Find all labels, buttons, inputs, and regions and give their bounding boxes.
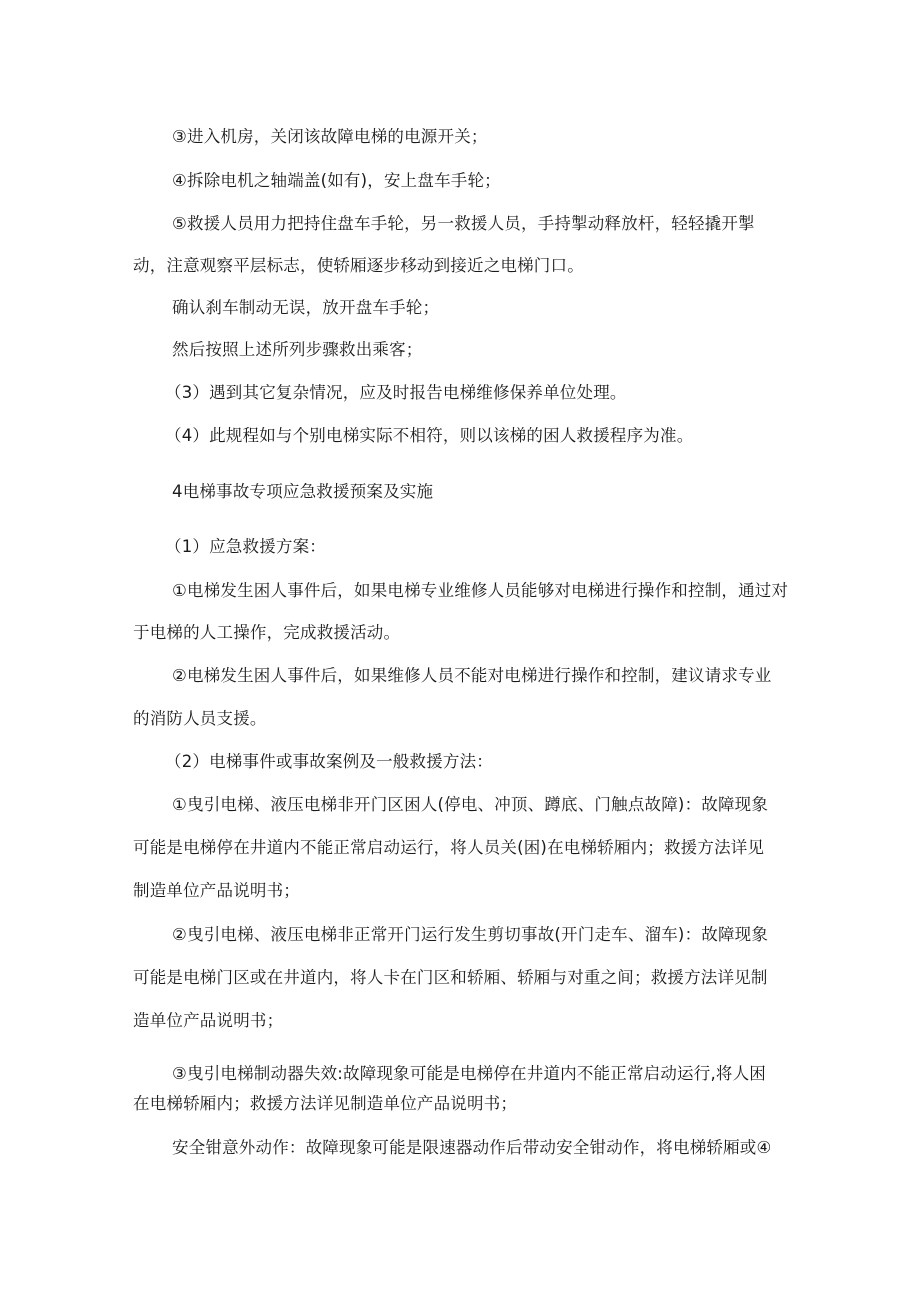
case-1-line: ①曳引电梯、液压电梯非开门区困人(停电、冲顶、蹲底、门触点故障)：故障现象 (172, 795, 769, 814)
item-3-line: （3）遇到其它复杂情况，应及时报告电梯维修保养单位处理。 (165, 383, 627, 402)
case-2-line-3: 造单位产品说明书； (133, 1011, 284, 1030)
item-4-line: （4）此规程如与个别电梯实际不相符，则以该梯的困人救援程序为准。 (165, 426, 694, 445)
step-5-line: ⑤救援人员用力把持住盘车手轮，另一救援人员，手持掣动释放杆，轻轻撬开掣 (172, 214, 755, 233)
subsection-2-heading: （2）电梯事件或事故案例及一般救援方法： (165, 752, 493, 771)
case-2-line: ②曳引电梯、液压电梯非正常开门运行发生剪切事故(开门走车、溜车)：故障现象 (172, 925, 769, 944)
safety-gear-line: 安全钳意外动作：故障现象可能是限速器动作后带动安全钳动作，将电梯轿厢或④ (172, 1138, 772, 1157)
case-3-line: ③曳引电梯制动器失效:故障现象可能是电梯停在井道内不能正常启动运行,将人困 (172, 1064, 766, 1083)
step-5-continuation: 动，注意观察平层标志，使轿厢逐步移动到接近之电梯门口。 (133, 256, 584, 275)
plan-2-continuation: 的消防人员支援。 (133, 709, 267, 728)
step-4-line: ④拆除电机之轴端盖(如有)，安上盘车手轮； (172, 171, 501, 190)
plan-2-line: ②电梯发生困人事件后，如果维修人员不能对电梯进行操作和控制，建议请求专业 (172, 666, 772, 685)
step-3-line: ③进入机房，关闭该故障电梯的电源开关； (172, 127, 488, 146)
section-heading: 4电梯事故专项应急救援预案及实施 (172, 482, 434, 501)
case-1-line-2: 可能是电梯停在井道内不能正常启动运行，将人员关(困)在电梯轿厢内；救援方法详见 (133, 838, 765, 857)
plan-1-line: ①电梯发生困人事件后，如果电梯专业维修人员能够对电梯进行操作和控制，通过对 (172, 581, 789, 600)
rescue-passengers-line: 然后按照上述所列步骤救出乘客； (172, 340, 423, 359)
plan-1-continuation: 于电梯的人工操作，完成救援活动。 (133, 623, 401, 642)
confirm-brake-line: 确认刹车制动无误，放开盘车手轮； (172, 298, 440, 317)
case-2-line-2: 可能是电梯门区或在井道内，将人卡在门区和轿厢、轿厢与对重之间；救援方法详见制 (133, 968, 768, 987)
case-3-continuation: 在电梯轿厢内；救援方法详见制造单位产品说明书； (133, 1094, 518, 1113)
subsection-1-heading: （1）应急救援方案： (165, 537, 326, 556)
case-1-line-3: 制造单位产品说明书； (133, 881, 300, 900)
